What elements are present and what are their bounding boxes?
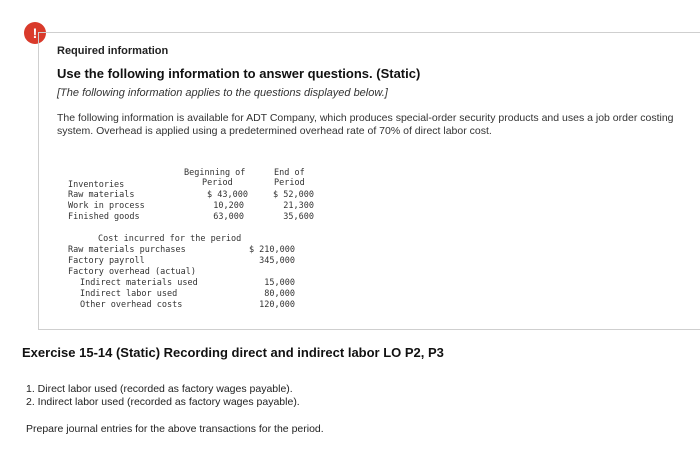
list-item: 1. Direct labor used (recorded as factory wages payable). — [26, 383, 293, 395]
table-row-label: Work in process — [68, 201, 145, 211]
table-row-label: Raw materials purchases — [68, 245, 186, 255]
table-row-value: $ 210,000 — [248, 245, 295, 255]
table-row-label: Finished goods — [68, 212, 140, 222]
table-row-value: 345,000 — [259, 256, 295, 266]
exercise-title: Exercise 15-14 (Static) Recording direct and indirect labor LO P2, P3 — [22, 345, 444, 360]
table-row-begin: 63,000 — [213, 212, 244, 222]
instruction-list — [26, 383, 300, 409]
table-row-value: 80,000 — [264, 289, 295, 299]
table-row-end: 35,600 — [283, 212, 314, 222]
company-description: The following information is available for ADT Company, which produces special-order security products and uses a job order costing system. Overhead is applied using a predetermined overhead rate of 70% of direct labor cost. — [57, 112, 674, 137]
cost-header: Cost incurred for the period — [98, 234, 242, 244]
table-row-label: Factory payroll — [68, 256, 145, 266]
table-row-label: Indirect labor used — [80, 289, 178, 299]
table-row-label: Other overhead costs — [80, 300, 183, 310]
applies-note: [The following information applies to the questions displayed below.] — [57, 87, 388, 99]
col-begin-header-2: Period — [202, 178, 233, 188]
prepare-instruction: Prepare journal entries for the above transactions for the period. — [26, 423, 324, 435]
inventory-table — [68, 168, 328, 224]
col-end-header-1: End of — [274, 168, 305, 178]
required-information-heading: Required information — [57, 45, 169, 57]
table-row-begin: $ 43,000 — [207, 190, 248, 200]
table-row-end: 21,300 — [283, 201, 314, 211]
table-row-end: $ 52,000 — [273, 190, 314, 200]
table-row-label: Factory overhead (actual) — [68, 267, 196, 277]
table-row-value: 120,000 — [259, 300, 295, 310]
table-row-label: Indirect materials used — [80, 278, 198, 288]
table-row-label: Raw materials — [68, 190, 135, 200]
table-row-begin: 10,200 — [213, 201, 244, 211]
inventories-header: Inventories — [68, 180, 125, 190]
col-end-header-2: Period — [274, 178, 305, 188]
cost-table — [68, 234, 308, 312]
list-item: 2. Indirect labor used (recorded as factory wages payable). — [26, 396, 300, 408]
col-begin-header-1: Beginning of — [184, 168, 246, 178]
table-row-value: 15,000 — [264, 278, 295, 288]
alert-icon: ! — [24, 22, 46, 44]
use-information-heading: Use the following information to answer questions. (Static) — [57, 66, 421, 81]
